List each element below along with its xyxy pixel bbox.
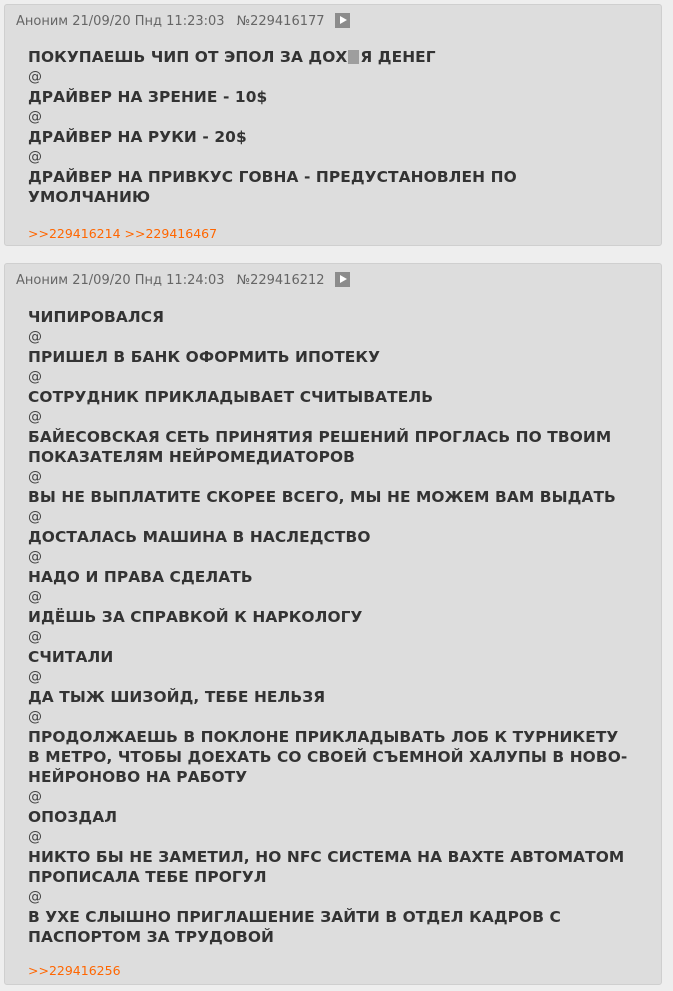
post-author: Аноним	[16, 273, 69, 288]
post-author: Аноним	[16, 14, 69, 29]
post-separator: @	[28, 889, 43, 905]
post-line: НАДО И ПРАВА СДЕЛАТЬ	[28, 568, 253, 586]
post-date: 21/09/20 Пнд 11:24:03	[72, 273, 225, 288]
post-line: ДРАЙВЕР НА ПРИВКУС ГОВНА - ПРЕДУСТАНОВЛЕН ПО	[28, 168, 517, 186]
censor-block	[348, 50, 359, 64]
post-header	[16, 14, 350, 29]
post-separator: @	[28, 589, 43, 605]
post-separator: @	[28, 829, 43, 845]
play-icon[interactable]	[335, 13, 350, 28]
post-line: ДРАЙВЕР НА ЗРЕНИЕ - 10$	[28, 88, 268, 106]
post-number[interactable]: №229416212	[236, 273, 325, 288]
post-separator: @	[28, 789, 43, 805]
post-header	[16, 273, 350, 288]
post-separator: @	[28, 509, 43, 525]
post-separator: @	[28, 709, 43, 725]
post-separator: @	[28, 149, 43, 165]
post	[4, 4, 662, 246]
post-date: 21/09/20 Пнд 11:23:03	[72, 14, 225, 29]
post-line: ПРИШЕЛ В БАНК ОФОРМИТЬ ИПОТЕКУ	[28, 348, 381, 366]
post-separator: @	[28, 549, 43, 565]
post-line: ЧИПИРОВАЛСЯ	[28, 308, 165, 326]
post-separator: @	[28, 69, 43, 85]
post-separator: @	[28, 109, 43, 125]
post-body	[28, 307, 648, 947]
post-line: ПОКУПАЕШЬ ЧИП ОТ ЭПОЛ ЗА ДОХ Я ДЕНЕГ	[28, 48, 436, 66]
post-line: ДОСТАЛАСЬ МАШИНА В НАСЛЕДСТВО	[28, 528, 371, 546]
post-line: ПОКАЗАТЕЛЯМ НЕЙРОМЕДИАТОРОВ	[28, 448, 355, 466]
play-icon[interactable]	[335, 272, 350, 287]
post-line: ДА ТЫЖ ШИЗОЙД, ТЕБЕ НЕЛЬЗЯ	[28, 688, 326, 706]
post-separator: @	[28, 409, 43, 425]
post-line: В УХЕ СЛЫШНО ПРИГЛАШЕНИЕ ЗАЙТИ В ОТДЕЛ КАДРОВ С	[28, 908, 561, 926]
reply-links	[28, 226, 221, 241]
post-line: СЧИТАЛИ	[28, 648, 114, 666]
post-line: НИКТО БЫ НЕ ЗАМЕТИЛ, НО NFC СИСТЕМА НА ВАХТЕ АВТОМАТОМ	[28, 848, 625, 866]
post-line: ДРАЙВЕР НА РУКИ - 20$	[28, 128, 247, 146]
reply-link[interactable]: >>229416467	[124, 226, 218, 241]
post-body	[28, 47, 648, 207]
post-line: УМОЛЧАНИЮ	[28, 188, 151, 206]
reply-links	[28, 963, 125, 978]
post-line: ПАСПОРТОМ ЗА ТРУДОВОЙ	[28, 928, 275, 946]
post	[4, 263, 662, 985]
post-separator: @	[28, 369, 43, 385]
post-separator: @	[28, 629, 43, 645]
post-line: ВЫ НЕ ВЫПЛАТИТЕ СКОРЕЕ ВСЕГО, МЫ НЕ МОЖЕМ ВАМ ВЫДАТЬ	[28, 488, 616, 506]
post-line: ПРОДОЛЖАЕШЬ В ПОКЛОНЕ ПРИКЛАДЫВАТЬ ЛОБ К ТУРНИКЕТУ	[28, 728, 619, 746]
post-line: ПРОПИСАЛА ТЕБЕ ПРОГУЛ	[28, 868, 267, 886]
post-number[interactable]: №229416177	[236, 14, 325, 29]
post-separator: @	[28, 329, 43, 345]
post-line: БАЙЕСОВСКАЯ СЕТЬ ПРИНЯТИЯ РЕШЕНИЙ ПРОГЛАСЬ ПО ТВОИМ	[28, 428, 612, 446]
post-line: В МЕТРО, ЧТОБЫ ДОЕХАТЬ СО СВОЕЙ СЪЕМНОЙ ХАЛУПЫ В НОВО-	[28, 748, 628, 766]
post-separator: @	[28, 669, 43, 685]
post-separator: @	[28, 469, 43, 485]
post-line: ИДЁШЬ ЗА СПРАВКОЙ К НАРКОЛОГУ	[28, 608, 363, 626]
post-line: СОТРУДНИК ПРИКЛАДЫВАЕТ СЧИТЫВАТЕЛЬ	[28, 388, 434, 406]
post-line: ОПОЗДАЛ	[28, 808, 118, 826]
post-line: НЕЙРОНОВО НА РАБОТУ	[28, 768, 248, 786]
reply-link[interactable]: >>229416214	[28, 226, 121, 241]
reply-link[interactable]: >>229416256	[28, 963, 121, 978]
